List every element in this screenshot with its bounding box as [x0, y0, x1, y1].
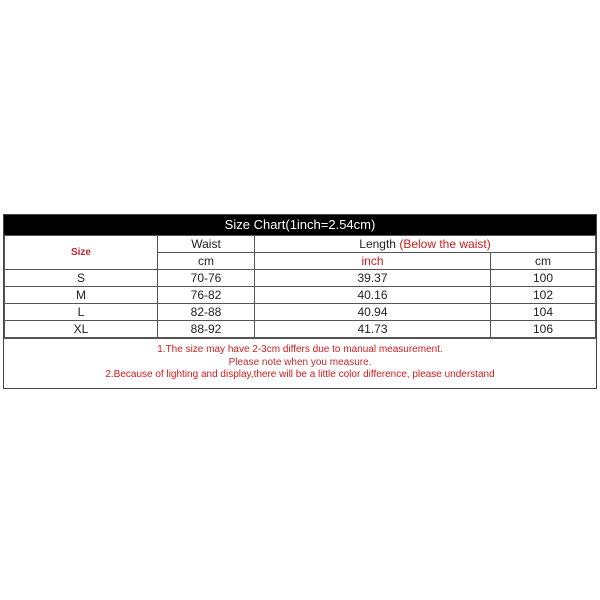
row-inch: 40.94: [255, 304, 491, 321]
notes-section: [4, 338, 596, 388]
row-waist: 88-92: [158, 321, 255, 338]
note-line-3: 2.Because of lighting and display,there will be a little color difference, please understand: [105, 369, 495, 380]
row-cm: 100: [491, 270, 596, 287]
row-size: XL: [5, 321, 158, 338]
row-waist: 70-76: [158, 270, 255, 287]
row-cm: 104: [491, 304, 596, 321]
row-cm: 102: [491, 287, 596, 304]
unit-length-cm: cm: [491, 253, 596, 270]
waist-header: Waist: [158, 236, 255, 253]
table-row: [5, 321, 596, 338]
header-row: [5, 236, 596, 253]
length-label: Length: [359, 237, 396, 251]
unit-length-inch: inch: [255, 253, 491, 270]
length-note: (Below the waist): [399, 237, 491, 251]
row-waist: 82-88: [158, 304, 255, 321]
row-cm: 106: [491, 321, 596, 338]
note-line-1: 1.The size may have 2-3cm differs due to manual measurement.: [157, 344, 443, 355]
row-inch: 39.37: [255, 270, 491, 287]
table-row: [5, 287, 596, 304]
row-size: L: [5, 304, 158, 321]
row-size: M: [5, 287, 158, 304]
row-size: S: [5, 270, 158, 287]
size-chart: [3, 214, 597, 389]
row-inch: 41.73: [255, 321, 491, 338]
table-row: [5, 270, 596, 287]
note-line-2: Please note when you measure.: [228, 356, 372, 368]
table-row: [5, 304, 596, 321]
size-table: [4, 235, 596, 338]
row-waist: 76-82: [158, 287, 255, 304]
unit-waist-cm: cm: [158, 253, 255, 270]
size-header: Size: [5, 236, 158, 270]
row-inch: 40.16: [255, 287, 491, 304]
length-header: [255, 236, 596, 253]
chart-title: Size Chart(1inch=2.54cm): [4, 215, 596, 235]
